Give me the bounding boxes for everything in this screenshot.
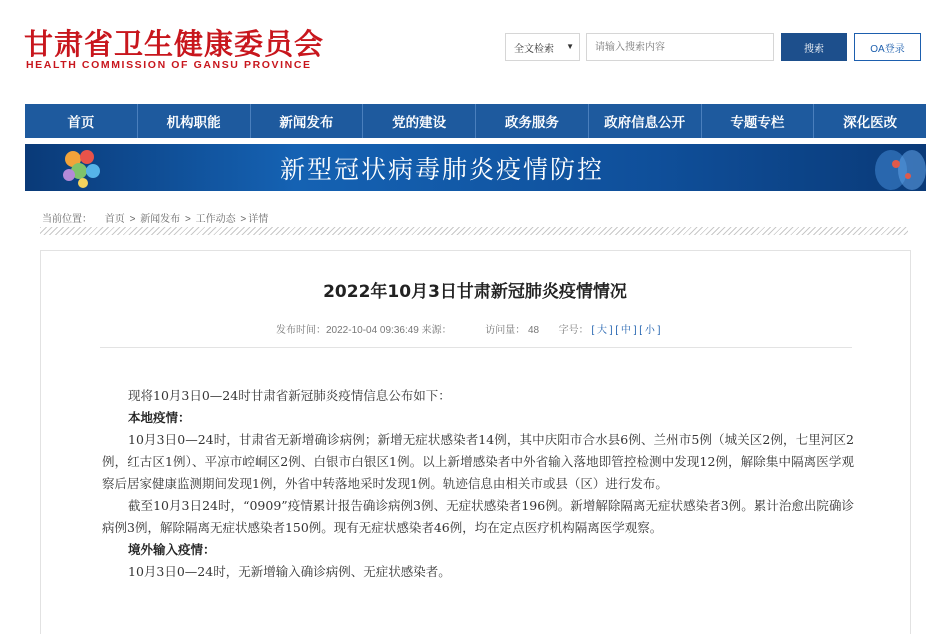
- views-count: 48: [527, 325, 540, 336]
- nav-item-medical-reform[interactable]: 深化医改: [843, 115, 898, 131]
- site-header: [0, 0, 950, 100]
- local-outbreak-paragraph: 10月3日0—24时，甘肃省无新增确诊病例；新增无症状感染者14例，其中庆阳市合水县6例、兰州市5例（城关区2例，七里河区2例，红古区1例）、平凉市崆峒区2例、白银市白银区1例。以上新增感染者中外省输入落地即管控检测中发现12例，解除集中隔离医学观察后居家健康监测期间发现1例，外省中转落地采时发现1例。轨迹信息由相关市或县（区）进行发布。: [102, 432, 854, 491]
- section-divider: [40, 227, 908, 235]
- publish-time: 2022-10-04 09:36:49: [326, 325, 419, 336]
- imported-outbreak-paragraph: 10月3日0—24时，无新增输入确诊病例、无症状感染者。: [128, 564, 451, 579]
- breadcrumb-separator: >: [129, 214, 136, 225]
- font-size-medium[interactable]: [ 中 ]: [615, 325, 637, 336]
- imported-outbreak-heading: 境外输入疫情：: [128, 542, 216, 557]
- nav-item-special-topics[interactable]: 专题专栏: [702, 104, 815, 138]
- article-body: [102, 385, 854, 583]
- covid-banner[interactable]: [25, 144, 926, 191]
- oa-login-button[interactable]: OA登录: [854, 33, 921, 61]
- banner-title: 新型冠状病毒肺炎疫情防控: [280, 155, 605, 184]
- source-label: 来源：: [421, 325, 452, 336]
- cumulative-paragraph: 截至10月3日24时，“0909”疫情累计报告确诊病例3例、无症状感染者196例。新增解除隔离无症状感染者3例。累计治愈出院确诊病例3例，解除隔离无症状感染者150例。现有无症状感染者46例，均在定点医疗机构隔离医学观察。: [102, 498, 854, 535]
- breadcrumb: [42, 210, 270, 225]
- font-size-large[interactable]: [ 大 ]: [591, 325, 613, 336]
- nav-item-organization[interactable]: 机构职能: [138, 104, 251, 138]
- nav-item-home[interactable]: 首页: [25, 104, 138, 138]
- breadcrumb-home[interactable]: 首页: [104, 214, 125, 225]
- article-intro: 现将10月3日0—24时甘肃省新冠肺炎疫情信息公布如下：: [128, 388, 451, 403]
- search-button[interactable]: 搜索: [781, 33, 847, 61]
- breadcrumb-separator: >: [240, 214, 247, 225]
- breadcrumb-label: 当前位置：: [42, 214, 92, 225]
- article-meta: [276, 321, 660, 336]
- breadcrumb-separator: >: [184, 214, 191, 225]
- publish-time-label: 发布时间：: [276, 325, 326, 336]
- nav-item-gov-services[interactable]: 政务服务: [476, 104, 589, 138]
- nav-item-news[interactable]: 新闻发布: [251, 104, 364, 138]
- local-outbreak-heading: 本地疫情：: [128, 410, 191, 425]
- views-label: 访问量：: [485, 325, 526, 336]
- search-scope-select[interactable]: [505, 33, 580, 61]
- nav-item-info-disclosure[interactable]: 政府信息公开: [589, 104, 702, 138]
- lung-icon: [846, 144, 926, 191]
- font-size-label: 字号：: [558, 325, 589, 336]
- site-logo-title[interactable]: 甘肃省卫生健康委员会: [24, 27, 325, 61]
- breadcrumb-news[interactable]: 新闻发布: [140, 214, 181, 225]
- font-size-small[interactable]: [ 小 ]: [639, 325, 661, 336]
- nav-item-party-building[interactable]: 党的建设: [363, 104, 476, 138]
- breadcrumb-work-news[interactable]: 工作动态: [195, 214, 236, 225]
- site-logo-subtitle: HEALTH COMMISSION OF GANSU PROVINCE: [26, 59, 312, 71]
- flower-icon: [55, 147, 115, 189]
- breadcrumb-current: 详情: [248, 214, 269, 225]
- meta-divider: [100, 347, 852, 348]
- main-nav: [25, 104, 926, 138]
- search-scope-value: 全文检索: [514, 43, 554, 55]
- search-input[interactable]: [586, 33, 774, 61]
- article-title: 2022年10月3日甘肃新冠肺炎疫情情况: [323, 282, 627, 302]
- chevron-down-icon: ▼: [566, 42, 574, 51]
